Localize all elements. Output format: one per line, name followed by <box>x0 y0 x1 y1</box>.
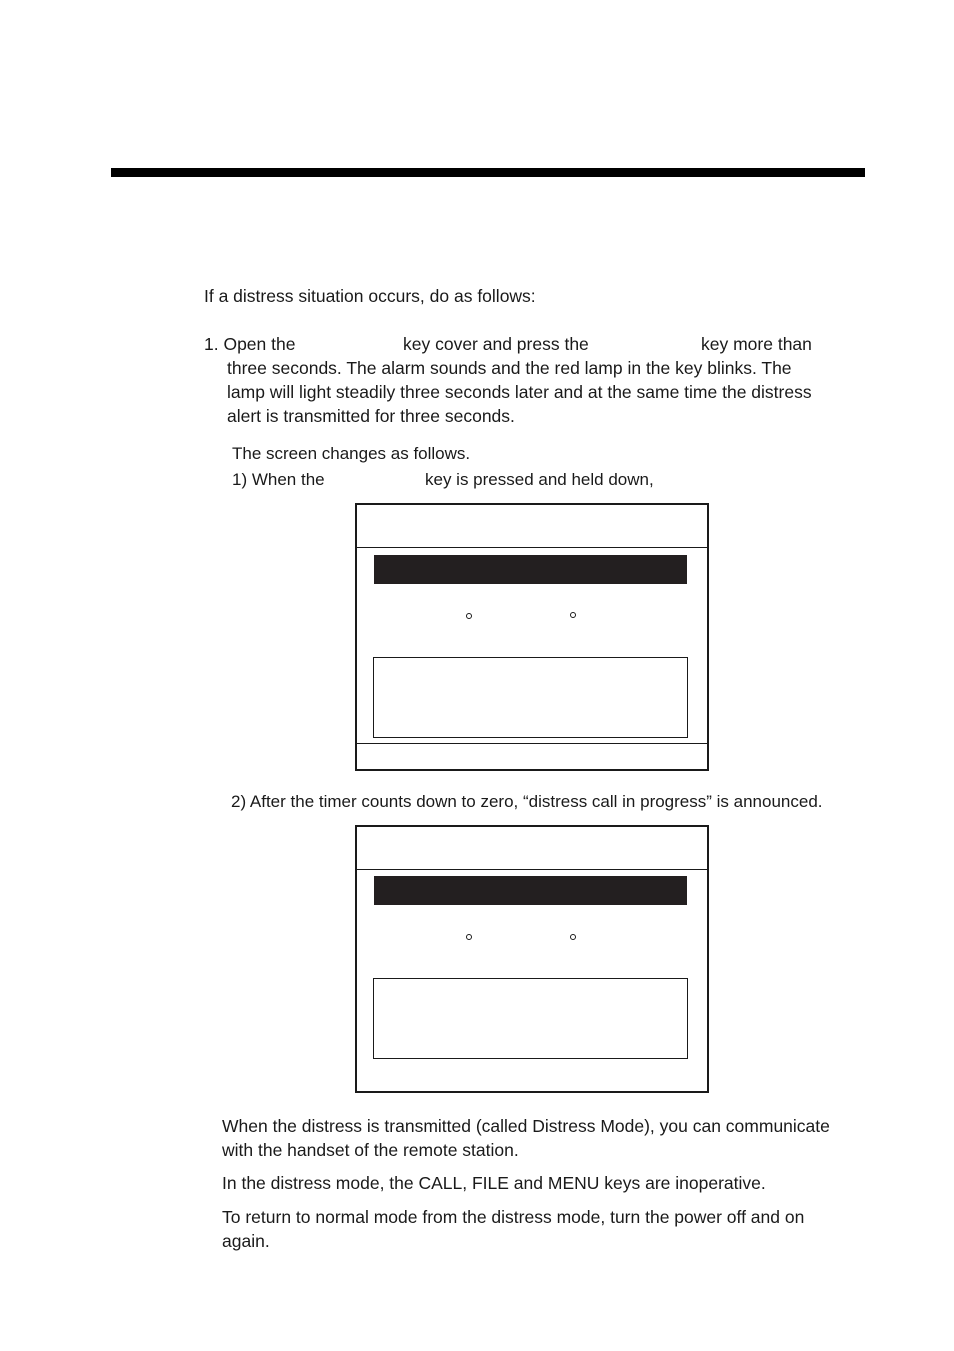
latitude-degree-mark <box>466 934 472 940</box>
screen-diagram-1 <box>355 503 709 771</box>
step1-line3: lamp will light steadily three seconds later and at the same time the distress <box>227 382 812 402</box>
note-line5: again. <box>222 1231 270 1251</box>
longitude-degree-mark <box>570 934 576 940</box>
sub1-start: 1) When the <box>232 470 325 489</box>
latitude-degree-mark <box>466 613 472 619</box>
step1-line1-middle: key cover and press the <box>403 334 589 354</box>
note-line3: In the distress mode, the CALL, FILE and MENU keys are inoperative. <box>222 1173 766 1193</box>
step1-line2: three seconds. The alarm sounds and the red lamp in the key blinks. The <box>227 358 792 378</box>
chapter-rule <box>111 168 865 177</box>
screen-diagram-2 <box>355 825 709 1093</box>
screen-header-divider <box>357 547 707 548</box>
sub1-end: key is pressed and held down, <box>425 470 654 489</box>
screen-header-divider <box>357 869 707 870</box>
intro-text: If a distress situation occurs, do as follows: <box>204 286 536 306</box>
screen-changes-text: The screen changes as follows. <box>232 444 471 463</box>
step1-line4: alert is transmitted for three seconds. <box>227 406 515 426</box>
screen-message-box <box>373 978 688 1059</box>
sub2-text: 2) After the timer counts down to zero, “distress call in progress” is announced. <box>231 792 823 811</box>
screen-title-band <box>374 876 687 905</box>
note-line1: When the distress is transmitted (called Distress Mode), you can communicate <box>222 1116 830 1136</box>
step1-line1-start: 1. Open the <box>204 334 296 354</box>
longitude-degree-mark <box>570 612 576 618</box>
screen-message-box <box>373 657 688 738</box>
screen-title-band <box>374 555 687 584</box>
step1-line1-end: key more than <box>701 334 812 354</box>
note-line4: To return to normal mode from the distress mode, turn the power off and on <box>222 1207 805 1227</box>
note-line2: with the handset of the remote station. <box>222 1140 519 1160</box>
screen-footer-divider <box>357 743 707 744</box>
